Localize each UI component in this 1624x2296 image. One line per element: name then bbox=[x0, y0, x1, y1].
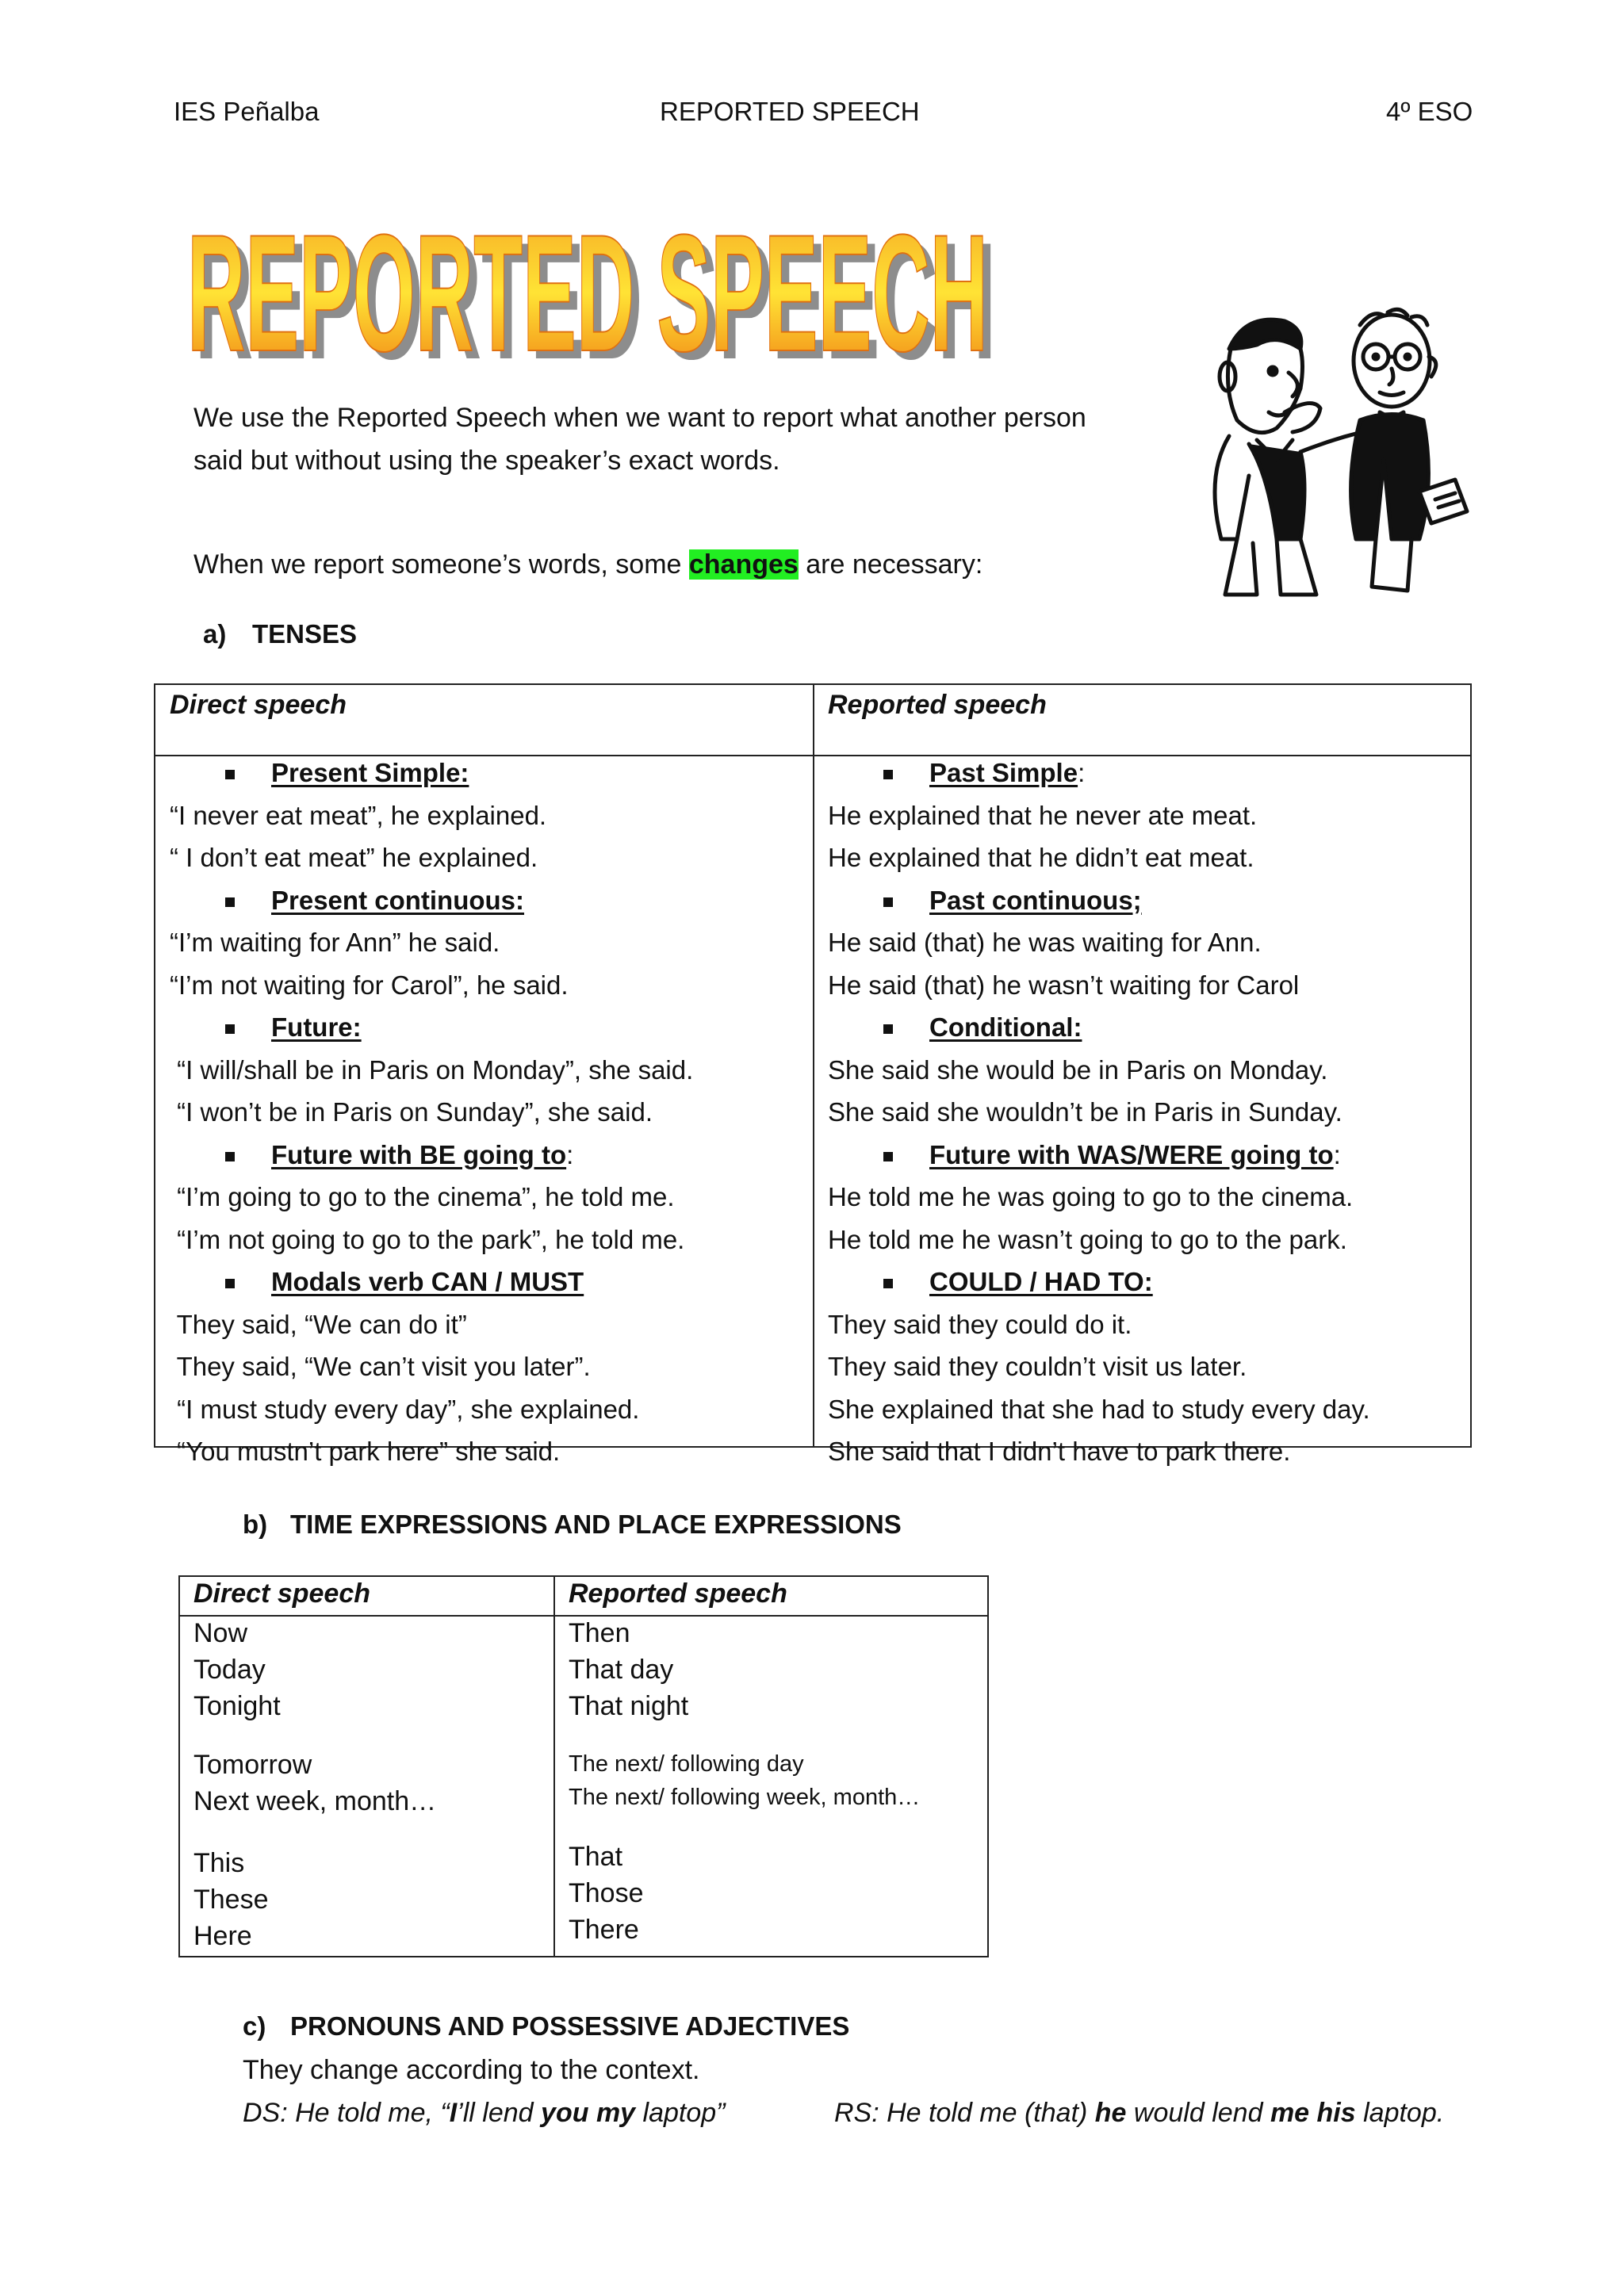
intro-changes-after: are necessary: bbox=[798, 549, 983, 580]
title-wordart bbox=[187, 197, 1012, 371]
direct-expression: This bbox=[193, 1848, 245, 1878]
tense-heading-label: Present continuous: bbox=[271, 885, 525, 915]
tenses-table bbox=[154, 683, 1472, 1466]
section-c-ds-example bbox=[243, 2091, 726, 2134]
example-sentence: He said (that) he was waiting for Ann. bbox=[828, 928, 1262, 957]
reported-expression: Those bbox=[569, 1878, 644, 1908]
example-sentence: He said (that) he wasn’t waiting for Carol bbox=[828, 970, 1300, 1000]
tense-heading bbox=[883, 1012, 1082, 1043]
intro-changes-before: When we report someone’s words, some bbox=[193, 549, 689, 580]
tenses-table-divider bbox=[813, 685, 814, 1446]
tense-heading-label: COULD / HAD TO: bbox=[929, 1267, 1153, 1296]
rs-part: laptop. bbox=[1355, 2098, 1445, 2128]
example-sentence: “I’m not waiting for Carol”, he said. bbox=[170, 970, 569, 1000]
section-a-label: a) bbox=[203, 619, 227, 649]
tense-heading-label: Present Simple: bbox=[271, 758, 469, 787]
direct-expression: Tomorrow bbox=[193, 1750, 312, 1780]
reported-expression: The next/ following week, month… bbox=[569, 1785, 921, 1810]
tense-heading bbox=[225, 758, 469, 788]
time-place-head-direct: Direct speech bbox=[193, 1578, 370, 1609]
direct-expression: These bbox=[193, 1885, 269, 1915]
tenses-table-header-rule bbox=[155, 755, 1470, 756]
example-sentence: She said she would be in Paris on Monday. bbox=[828, 1054, 1328, 1085]
reported-expression: That night bbox=[569, 1691, 689, 1721]
reported-expression: The next/ following day bbox=[569, 1751, 804, 1777]
direct-expression: Here bbox=[193, 1921, 252, 1951]
tense-heading bbox=[883, 758, 1085, 788]
gossip-cartoon-illustration bbox=[1182, 301, 1483, 603]
tense-heading bbox=[883, 886, 1142, 916]
example-sentence: “I must study every day”, she explained. bbox=[170, 1394, 640, 1424]
example-sentence: “ I don’t eat meat” he explained. bbox=[170, 843, 538, 872]
example-sentence: He told me he wasn’t going to go to the park. bbox=[828, 1224, 1347, 1254]
direct-expression: Next week, month… bbox=[193, 1786, 437, 1816]
reported-expression: There bbox=[569, 1915, 639, 1945]
intro-line-2: said but without using the speaker’s exact words. bbox=[193, 446, 780, 476]
reported-expression: That day bbox=[569, 1655, 674, 1685]
direct-expression: Tonight bbox=[193, 1691, 281, 1721]
example-sentence: They said, “We can do it” bbox=[170, 1309, 467, 1339]
example-sentence: “I’m not going to go to the park”, he told me. bbox=[170, 1224, 685, 1254]
bullet-square-icon bbox=[225, 770, 235, 779]
bullet-square-icon bbox=[883, 897, 893, 907]
tense-heading-label: Future with WAS/WERE going to bbox=[929, 1139, 1334, 1169]
bullet-square-icon bbox=[883, 1279, 893, 1288]
tense-heading-label: Conditional: bbox=[929, 1012, 1082, 1042]
example-sentence: He explained that he never ate meat. bbox=[828, 800, 1258, 830]
tense-heading bbox=[225, 1012, 362, 1043]
section-c-line: They change according to the context. bbox=[243, 2055, 700, 2085]
tense-heading-label: Modals verb CAN / MUST bbox=[271, 1267, 584, 1296]
section-b-title: TIME EXPRESSIONS AND PLACE EXPRESSIONS bbox=[290, 1510, 902, 1539]
example-sentence: They said, “We can’t visit you later”. bbox=[170, 1352, 591, 1381]
reported-expression: Then bbox=[569, 1618, 630, 1648]
rs-part: RS: He told me (that) bbox=[834, 2098, 1095, 2128]
example-sentence: He explained that he didn’t eat meat. bbox=[828, 843, 1254, 872]
example-sentence: He told me he was going to go to the cinema. bbox=[828, 1182, 1354, 1211]
time-place-table-header-rule bbox=[180, 1615, 987, 1617]
intro-changes-line bbox=[193, 543, 982, 586]
tense-heading-label: Future: bbox=[271, 1012, 362, 1042]
rs-part-bold: me his bbox=[1270, 2098, 1356, 2128]
bullet-square-icon bbox=[225, 897, 235, 907]
tense-heading bbox=[883, 1140, 1341, 1170]
tense-heading bbox=[225, 1140, 573, 1170]
example-sentence: She said she wouldn’t be in Paris in Sunday. bbox=[828, 1097, 1342, 1127]
example-sentence: “I never eat meat”, he explained. bbox=[170, 800, 547, 830]
ds-part: ’ll lend bbox=[457, 2098, 542, 2128]
tense-heading-suffix: : bbox=[566, 1139, 574, 1169]
header-title: REPORTED SPEECH bbox=[660, 97, 920, 126]
section-c-rs-example bbox=[834, 2091, 1444, 2134]
time-place-table-divider bbox=[553, 1577, 555, 1956]
tense-heading bbox=[225, 886, 524, 916]
title-wordart-shadow: REPORTED SPEECH bbox=[195, 208, 996, 371]
direct-expression: Today bbox=[193, 1655, 266, 1685]
ds-part: DS: He told me, “ bbox=[243, 2098, 450, 2128]
title-wordart-text: REPORTED SPEECH bbox=[187, 200, 988, 371]
header-school: IES Peñalba bbox=[174, 97, 320, 126]
bullet-square-icon bbox=[225, 1024, 235, 1034]
rs-part-bold: he bbox=[1094, 2098, 1127, 2128]
section-b-label: b) bbox=[243, 1510, 268, 1539]
time-place-head-reported: Reported speech bbox=[569, 1578, 787, 1609]
rs-part: would lend bbox=[1126, 2098, 1270, 2128]
tenses-head-reported: Reported speech bbox=[828, 690, 1047, 720]
example-sentence: She said that I didn’t have to park there. bbox=[828, 1437, 1291, 1466]
tense-heading-label: Future with BE going to bbox=[271, 1139, 567, 1169]
header-course: 4º ESO bbox=[1386, 97, 1473, 126]
section-c-label: c) bbox=[243, 2011, 266, 2041]
tense-heading bbox=[225, 1267, 584, 1297]
tense-heading-suffix: : bbox=[1078, 758, 1086, 787]
ds-part-bold: you my bbox=[541, 2098, 636, 2128]
tense-heading-label: Past Simple bbox=[929, 758, 1078, 787]
example-sentence: “I’m waiting for Ann” he said. bbox=[170, 928, 500, 957]
bullet-square-icon bbox=[883, 1152, 893, 1161]
ds-part: laptop” bbox=[635, 2098, 726, 2128]
example-sentence: “I will/shall be in Paris on Monday”, she said. bbox=[170, 1054, 694, 1085]
example-sentence: She explained that she had to study every day. bbox=[828, 1394, 1370, 1424]
bullet-square-icon bbox=[225, 1152, 235, 1161]
section-a-title: TENSES bbox=[252, 619, 358, 649]
bullet-square-icon bbox=[883, 1024, 893, 1034]
ds-part-bold: I bbox=[449, 2098, 458, 2128]
direct-expression: Now bbox=[193, 1618, 248, 1648]
section-c-title: PRONOUNS AND POSSESSIVE ADJECTIVES bbox=[290, 2011, 850, 2041]
tense-heading-label: Past continuous; bbox=[929, 885, 1142, 915]
reported-expression: That bbox=[569, 1842, 623, 1872]
tenses-head-direct: Direct speech bbox=[170, 690, 347, 720]
example-sentence: “I’m going to go to the cinema”, he told me. bbox=[170, 1182, 675, 1211]
bullet-square-icon bbox=[883, 770, 893, 779]
tense-heading bbox=[883, 1267, 1153, 1297]
time-place-table bbox=[178, 1575, 989, 1957]
intro-changes-highlight: changes bbox=[688, 549, 799, 580]
intro-line-1: We use the Reported Speech when we want to report what another person bbox=[193, 403, 1086, 433]
tense-heading-suffix: : bbox=[1333, 1139, 1341, 1169]
bullet-square-icon bbox=[225, 1279, 235, 1288]
example-sentence: They said they could do it. bbox=[828, 1309, 1132, 1339]
example-sentence: “You mustn’t park here” she said. bbox=[170, 1437, 561, 1466]
example-sentence: They said they couldn’t visit us later. bbox=[828, 1352, 1247, 1381]
example-sentence: “I won’t be in Paris on Sunday”, she said. bbox=[170, 1097, 653, 1127]
